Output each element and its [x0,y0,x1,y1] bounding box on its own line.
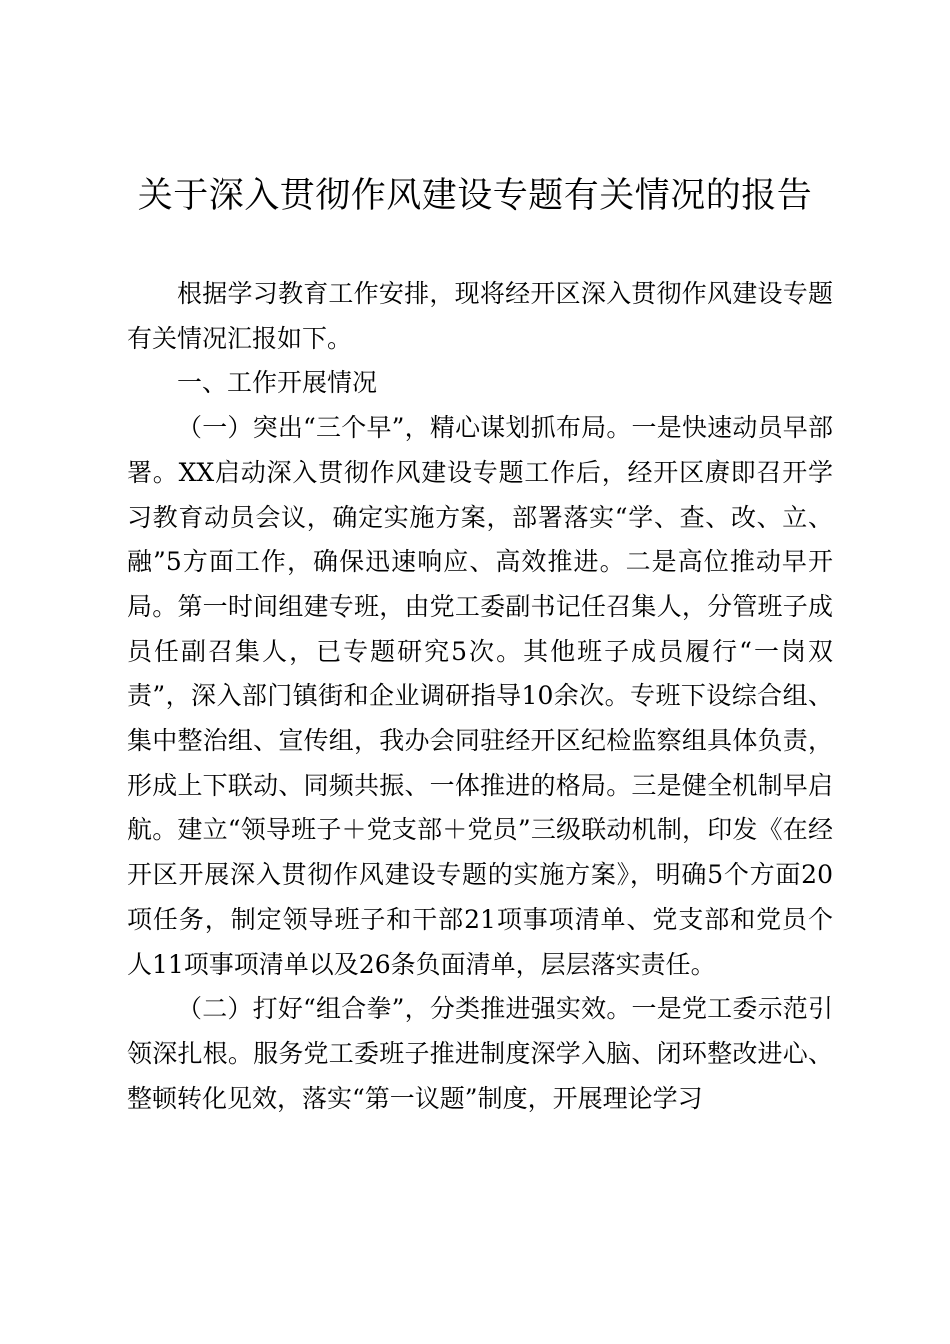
document-title: 关于深入贯彻作风建设专题有关情况的报告 [137,176,813,216]
document-body [127,272,833,1121]
body-paragraph: （一）突出“三个早”，精心谋划抓布局。一是快速动员早部署。XX启动深入贯彻作风建设专题工作后，经开区赓即召开学习教育动员会议，确定实施方案，部署落实“学、查、改、立、融”5方面工作，确保迅速响应、高效推进。二是高位推动早开局。第一时间组建专班，由党工委副书记任召集人，分管班子成员任副召集人，已专题研究5次。其他班子成员履行“一岗双责”，深入部门镇街和企业调研指导10余次。专班下设综合组、集中整治组、宣传组，我办会同驻经开区纪检监察组具体负责，形成上下联动、同频共振、一体推进的格局。三是健全机制早启航。建立“领导班子＋党支部＋党员”三级联动机制，印发《在经开区开展深入贯彻作风建设专题的实施方案》，明确5个方面20项任务，制定领导班子和干部21项事项清单、党支部和党员个人11项事项清单以及26条负面清单，层层落实责任。 [127,413,833,979]
body-paragraph: （二）打好“组合拳”，分类推进强实效。一是党工委示范引领深扎根。服务党工委班子推进制度深学入脑、闭环整改进心、整顿转化见效，落实“第一议题”制度，开展理论学习 [127,994,833,1113]
section-heading: 一、工作开展情况 [177,368,378,398]
intro-paragraph: 根据学习教育工作安排，现将经开区深入贯彻作风建设专题有关情况汇报如下。 [127,279,833,353]
